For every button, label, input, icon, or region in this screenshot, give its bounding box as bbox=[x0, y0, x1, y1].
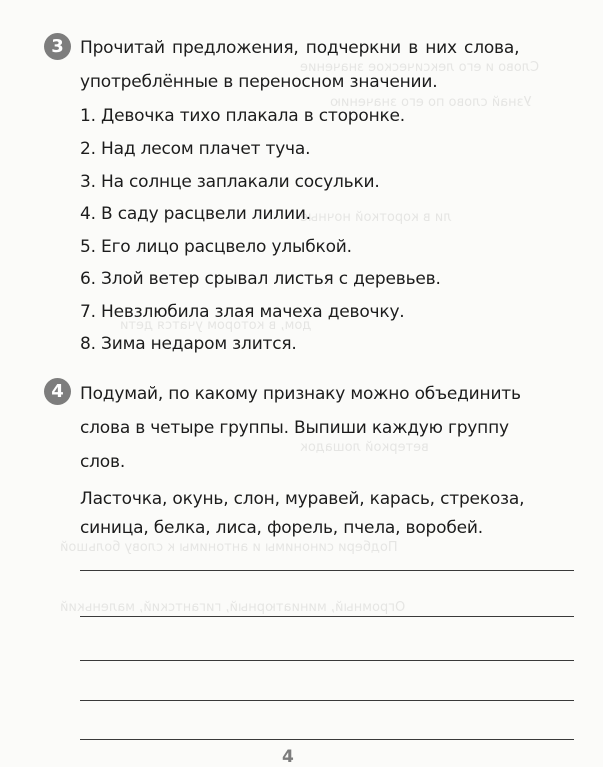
task-4-word-list-line2: синица, белка, лиса, форель, пчела, воробей. bbox=[80, 518, 483, 538]
answer-line[interactable] bbox=[80, 570, 574, 571]
task-3-item-6: 6. Злой ветер срывал листья с деревьев. bbox=[80, 269, 441, 289]
page-number: 4 bbox=[282, 747, 294, 767]
task-3-item-3: 3. На солнце заплакали сосульки. bbox=[80, 172, 380, 192]
task-3-item-4: 4. В саду расцвели лилии. bbox=[80, 204, 311, 224]
bleed-through-text: Узнай слово по его значению bbox=[330, 95, 532, 110]
bleed-through-text: ветеркой лошадок bbox=[300, 440, 429, 455]
bleed-through-text: дом, в котором учатся дети bbox=[120, 318, 312, 333]
task-3-item-5: 5. Его лицо расцвело улыбкой. bbox=[80, 237, 352, 257]
task-4-instruction-line2: слова в четыре группы. Выпиши каждую группу bbox=[80, 418, 509, 438]
task-3-instruction-line1: Прочитай предложения, подчеркни в них слова, bbox=[80, 38, 520, 58]
task-3-item-7: 7. Невзлюбила злая мачеха девочку. bbox=[80, 302, 405, 322]
bleed-through-text: Подбери синонимы и антонимы к слову большой bbox=[60, 540, 398, 555]
task-3-number-badge: 3 bbox=[44, 33, 71, 60]
task-3-item-2: 2. Над лесом плачет туча. bbox=[80, 139, 311, 159]
answer-line[interactable] bbox=[80, 739, 574, 740]
answer-line[interactable] bbox=[80, 616, 574, 617]
task-4-instruction-line1: Подумай, по какому признаку можно объединить bbox=[80, 384, 521, 404]
task-3-item-1: 1. Девочка тихо плакала в сторонке. bbox=[80, 106, 406, 126]
task-3-item-8: 8. Зима недаром злится. bbox=[80, 334, 297, 354]
task-3-instruction-line2: употреблённые в переносном значении. bbox=[80, 72, 438, 92]
answer-line[interactable] bbox=[80, 660, 574, 661]
task-4-instruction-line3: слов. bbox=[80, 452, 126, 472]
answer-line[interactable] bbox=[80, 700, 574, 701]
bleed-through-text: Слово и его лексическое значение bbox=[300, 60, 540, 75]
bleed-through-text: Огромный, миниатюрный, гигантский, маленький bbox=[60, 600, 406, 615]
bleed-through-text: ли в короткой ночные bbox=[300, 210, 452, 225]
task-4-number-badge: 4 bbox=[44, 378, 71, 405]
task-4-word-list-line1: Ласточка, окунь, слон, муравей, карась, стрекоза, bbox=[80, 489, 525, 509]
